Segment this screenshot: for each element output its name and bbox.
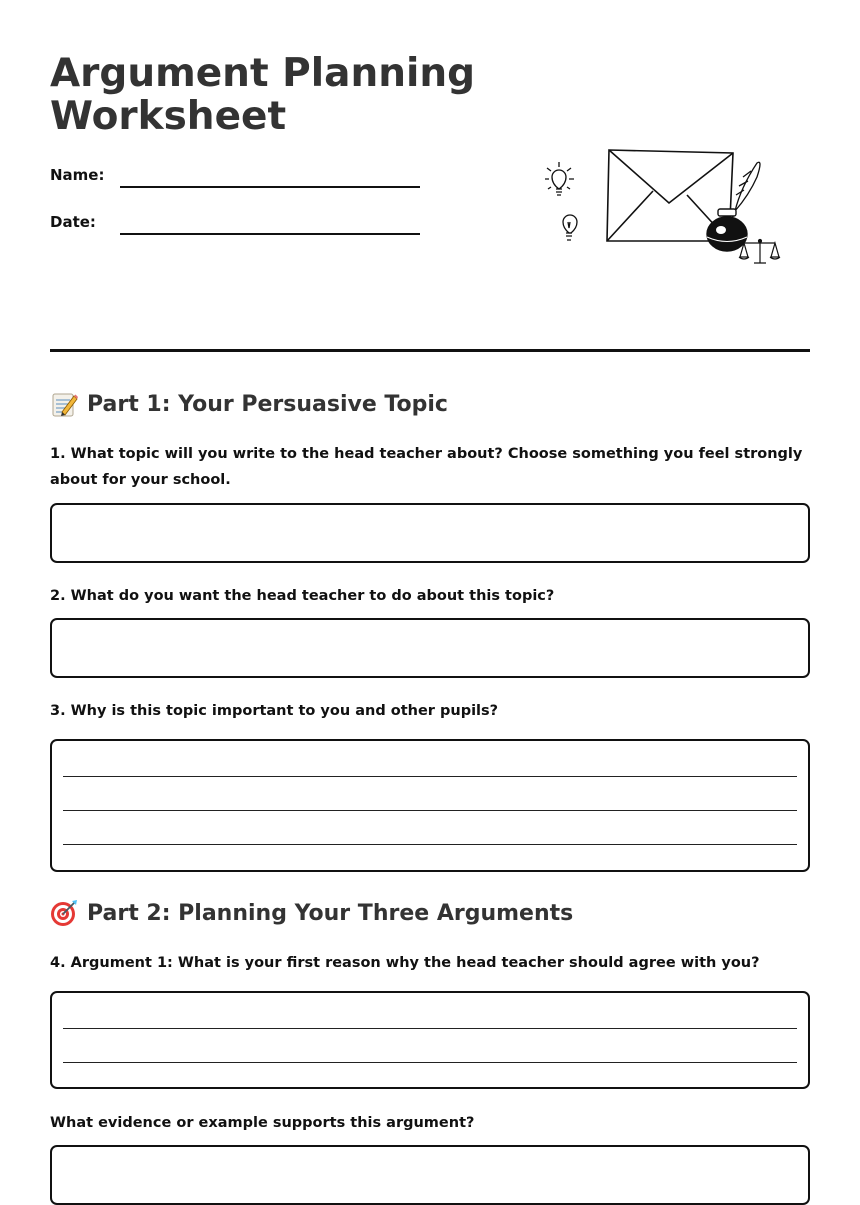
question-1: 1. What topic will you write to the head teacher about? Choose something you feel strongly about for your school. (50, 446, 803, 488)
part2-title: Part 2: Planning Your Three Arguments (87, 900, 574, 926)
section-divider (50, 349, 810, 352)
writing-line (63, 1062, 797, 1063)
target-icon (50, 899, 78, 927)
name-label: Name: (50, 166, 105, 184)
answer-box-2[interactable] (50, 618, 810, 678)
part2-heading (50, 899, 573, 927)
part1-heading (50, 390, 448, 418)
question-3: 3. Why is this topic important to you and other pupils? (50, 703, 499, 719)
title-line-1: Argument Planning (50, 51, 476, 96)
writing-line (63, 776, 797, 777)
memo-icon (50, 390, 78, 418)
writing-line (63, 810, 797, 811)
question-4-evidence: What evidence or example supports this argument? (50, 1115, 475, 1131)
part1-title: Part 1: Your Persuasive Topic (87, 391, 448, 417)
answer-box-1[interactable] (50, 503, 810, 563)
answer-box-4-evidence[interactable] (50, 1145, 810, 1205)
writing-line (63, 844, 797, 845)
letter-writing-illustration (545, 145, 785, 270)
date-label: Date: (50, 213, 96, 231)
question-4: 4. Argument 1: What is your first reason why the head teacher should agree with you? (50, 955, 760, 971)
answer-box-3[interactable] (50, 739, 810, 872)
answer-box-4[interactable] (50, 991, 810, 1089)
lightbulb-idea-icon (545, 162, 574, 195)
question-2: 2. What do you want the head teacher to do about this topic? (50, 588, 555, 604)
writing-line (63, 1028, 797, 1029)
date-field[interactable] (120, 233, 420, 235)
lightbulb-icon (563, 215, 577, 240)
title-line-2: Worksheet (50, 94, 287, 139)
scales-icon (739, 240, 780, 264)
page-title (50, 52, 490, 138)
name-field[interactable] (120, 186, 420, 188)
